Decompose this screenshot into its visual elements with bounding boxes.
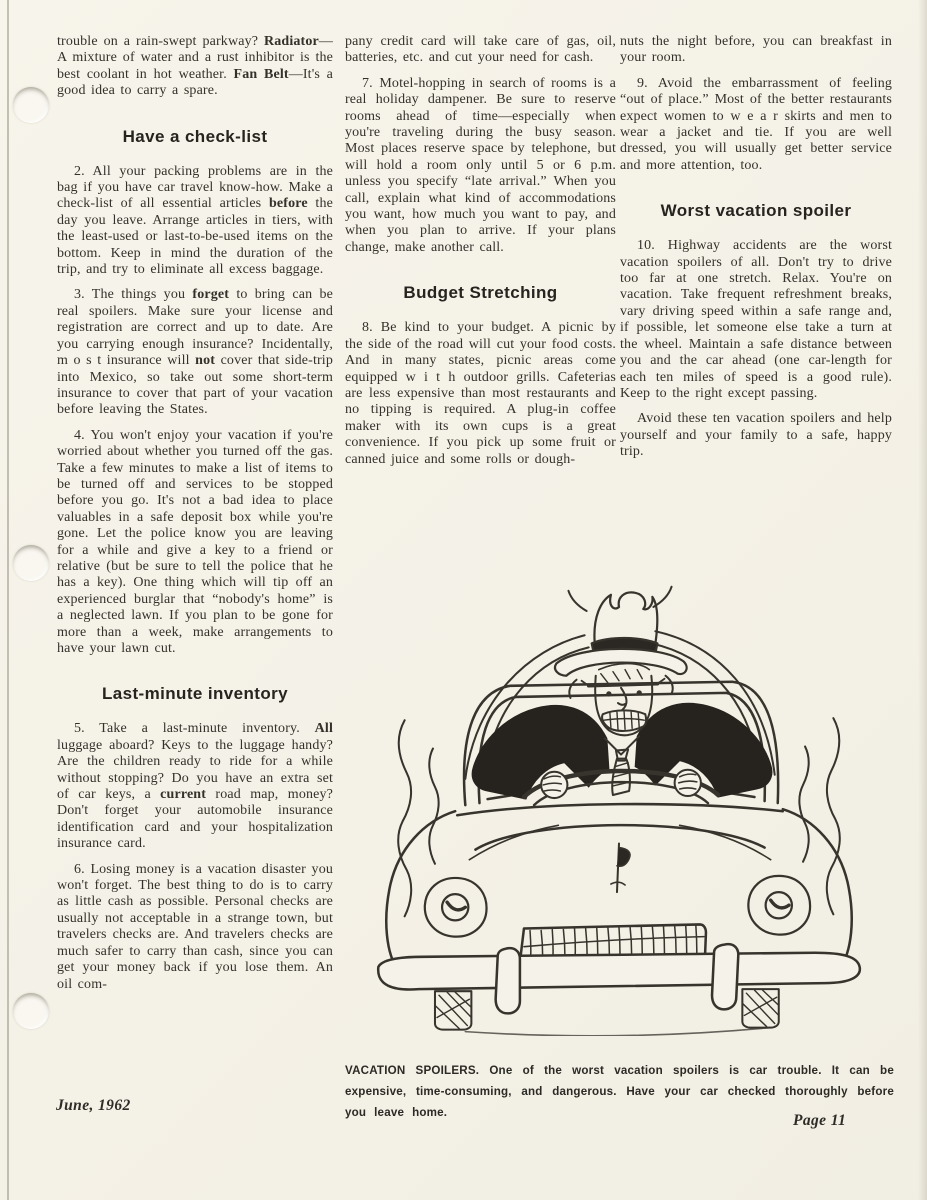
page-edge-line [7, 0, 9, 1200]
paragraph-2: 2. All your packing problems are in the bag if you have car travel know-how. Make a check-list of all essential articles before the day you leave. Arrange articles in tiers, with the least-used or last-to-be-used items on the bottom. Keep in mind the duration of the trip, and try to eliminate all excess baggage. [57, 163, 333, 278]
punch-hole [13, 87, 49, 123]
paragraph-4: 4. You won't enjoy your vacation if you're worried about whether you turned off the gas. Take a few minutes to make a list of items to be turned off and services to be stopped before you go. It's not a bad idea to place valuables in a safe deposit box while you're gone. Let the police know you are leaving for a while and give a key to a friend or relative (but be sure to tell the police that he has a key). One thing which will tip off an experienced burglar that “nobody's home” is a neglected lawn. If you plan to be gone for more than a week, make arrangements to have your lawn cut. [57, 427, 333, 656]
column-left [57, 34, 333, 1002]
punch-hole [13, 993, 49, 1029]
car-body [386, 809, 851, 971]
punch-hole [13, 545, 49, 581]
page-number: Page 11 [793, 1112, 847, 1129]
heading-last-minute-inventory: Last-minute inventory [102, 684, 288, 704]
paragraph-7: 7. Motel-hopping in search of rooms is a real holiday dampener. Be sure to reserve rooms ahead of time—especially when you're traveling during the busy season. Most places reserve space by telephone, but will hold a room only until 5 or 6 p.m. unless you specify “late arrival.” When you call, explain what kind of accommodations you want, how much you want to pay, and when you plan to arrive. If your plans change, make another call. [345, 75, 616, 255]
illustration-caption: VACATION SPOILERS. One of the worst vacation spoilers is car trouble. It can be expensive, time-consuming, and dangerous. Have your car checked thoroughly before you leave home. [345, 1063, 894, 1119]
heading-budget-stretching: Budget Stretching [403, 283, 558, 303]
car-trouble-illustration [346, 550, 892, 1036]
paragraph-8-continued: nuts the night before, you can breakfast in your room. [620, 34, 892, 66]
paragraph-5: 5. Take a last-minute inventory. All luggage aboard? Keys to the luggage handy? Are the children ready to ride for a while without stopping? Do you have an extra set of car keys, a current road map, money? Don't forget your automobile insurance identification card and your hospitalization insurance card. [57, 721, 334, 852]
paragraph-8: 8. Be kind to your budget. A picnic by the side of the road will cut your food costs. And in many states, picnic areas come equipped w i t h outdoor grills. Cafeterias are less expensive than most restaurants and no tipping is required. A plug-in coffee maker with its own cups is a great convenience. If you pick up some fruit or canned juice and some rolls or dough- [345, 320, 616, 467]
heading-worst-vacation-spoiler: Worst vacation spoiler [660, 201, 852, 221]
paragraph-intro-continued: trouble on a rain-swept parkway? Radiator—A mixture of water and a rust inhibitor is the best coolant in hot weather. Fan Belt—It's a good idea to carry a spare. [57, 34, 333, 99]
page-edge-shadow [918, 0, 927, 1200]
paragraph-10: 10. Highway accidents are the worst vacation spoilers of all. Don't try to drive too far at one stretch. Relax. You're on vacation. Take frequent refreshment breaks, vary driving speed within a safe range and, if possible, let someone else take a turn at the wheel. Maintain a safe distance between you and the car ahead (one car-length for each ten miles of speed is a good rule). Keep to the right except passing. [620, 238, 892, 401]
paragraph-closing: Avoid these ten vacation spoilers and help yourself and your family to a safe, happy trip. [620, 411, 892, 460]
paragraph-6-continued: pany credit card will take care of gas, oil, batteries, etc. and cut your need for cash. [345, 34, 616, 66]
column-middle [345, 34, 616, 477]
bumper [378, 944, 860, 1013]
paragraph-9: 9. Avoid the embarrassment of feeling “out of place.” Most of the better restaurants expect women to w e a r skirts and men to wear a jacket and tie. If you are well dressed, you will usually get better service and more attention, too. [620, 75, 892, 173]
column-right [620, 34, 892, 470]
paragraph-3: 3. The things you forget to bring can be real spoilers. Make sure your license and registration are correct and up to date. Are you carrying enough insurance? Incidentally, m o s t insurance will not cover that side-trip into Mexico, so take out some short-term insurance to cover that part of your vacation before leaving the States. [57, 287, 334, 418]
paragraph-6: 6. Losing money is a vacation disaster you won't forget. The best thing to do is to carry as little cash as possible. Personal checks are usually not acceptable in a strange town, but travelers checks are. And travelers checks are much safer to carry than cash, since you can get your money back if you lose them. An oil com- [57, 861, 333, 992]
issue-date: June, 1962 [56, 1097, 131, 1114]
heading-have-a-check-list: Have a check-list [122, 126, 268, 146]
